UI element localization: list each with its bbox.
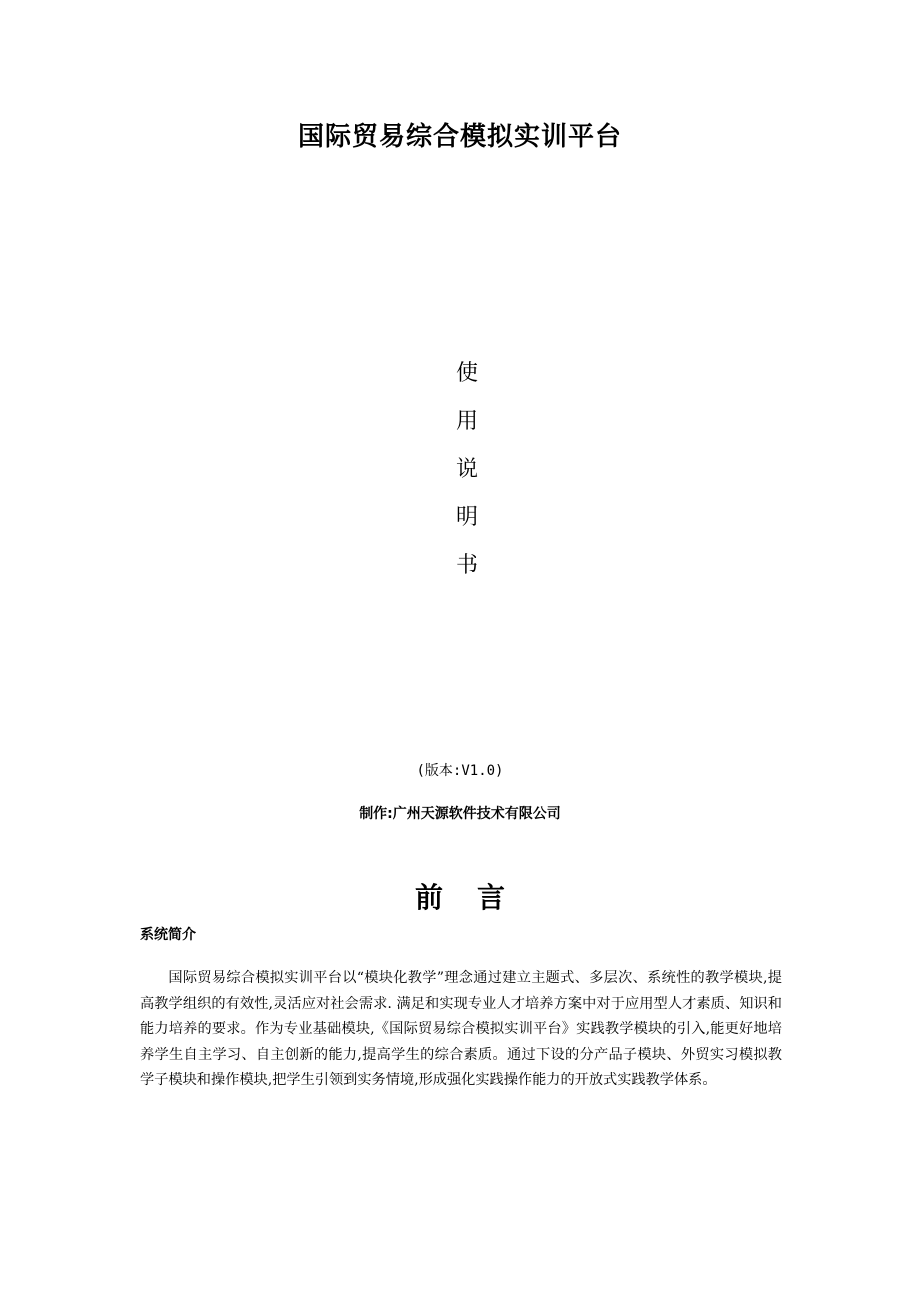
manual-title-vertical <box>447 356 487 596</box>
intro-paragraph: 国际贸易综合模拟实训平台以“模块化教学”理念通过建立主题式、多层次、系统性的教学模块,提高教学组织的有效性,灵活应对社会需求. 满足和实现专业人才培养方案中对于应用型人才素质、知识和能力培养的要求。作为专业基础模块,《国际贸易综合模拟实训平台》实践教学模块的引入,能更好地培养学生自主学习、自主创新的能力,提高学生的综合素质。通过下设的分产品子模块、外贸实习模拟教学子模块和操作模块,把学生引领到实务情境,形成强化实践操作能力的开放式实践教学体系。 <box>140 970 782 1089</box>
version-label: (版本:V1.0) <box>416 763 504 779</box>
manual-title-char: 用 <box>455 409 478 434</box>
maker-label: 制作:广州天源软件技术有限公司 <box>359 806 561 822</box>
section-heading: 系统简介 <box>140 927 196 943</box>
manual-title-char: 书 <box>455 553 478 578</box>
manual-title-char: 使 <box>455 361 478 386</box>
manual-title-char: 明 <box>455 505 478 530</box>
manual-title-char: 说 <box>455 457 478 482</box>
document-title: 国际贸易综合模拟实训平台 <box>297 122 622 152</box>
preface-heading: 前言 <box>414 881 539 914</box>
